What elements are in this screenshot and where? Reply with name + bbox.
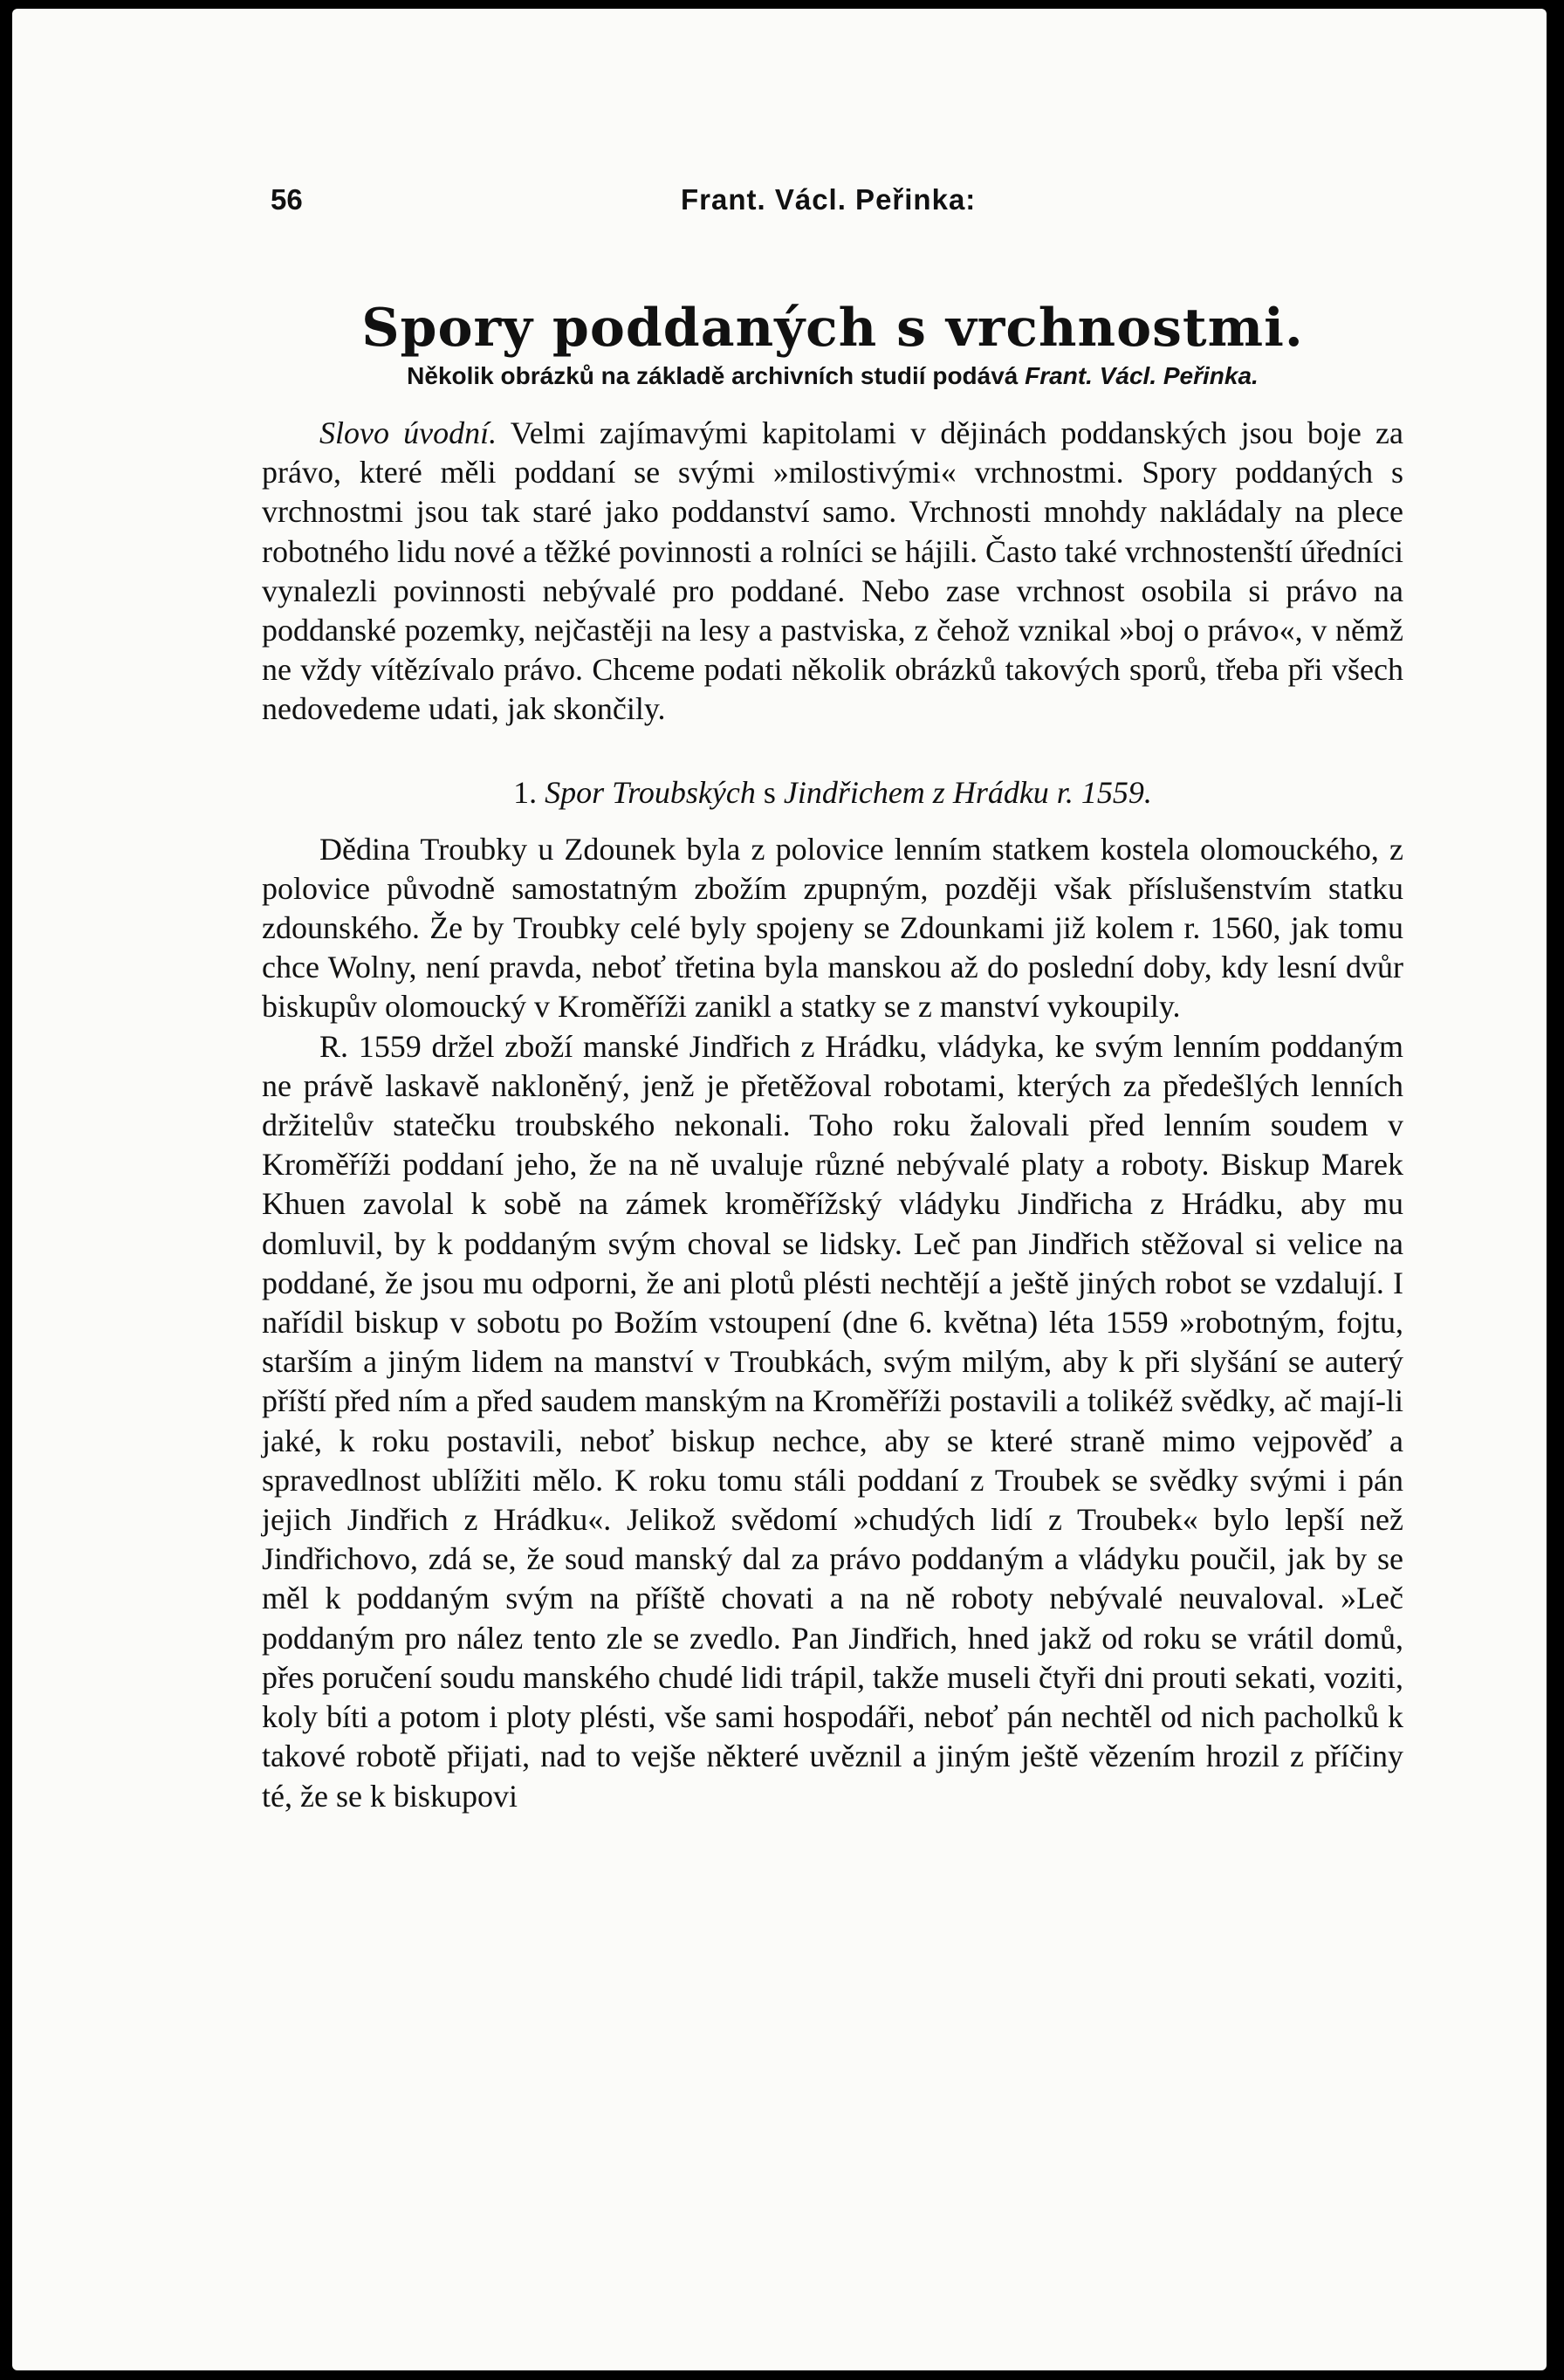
intro-text: Velmi zajímavými kapitolami v dějinách poddanských jsou boje za právo, které měli poddaní se svými »milostivými« vrchnostmi. Spory poddaných s vrchnostmi jsou tak staré jako poddanství samo. Vrchnosti mnohdy nakládaly na plece robotného lidu nové a těžké povinnosti a rolníci se hájili. Často také vrchnostenští úředníci vynalezli povinnosti nebývalé pro poddané. Nebo zase vrchnost osobila si právo na poddanské pozemky, nejčastěji na lesy a pastviska, z čehož vznikal »boj o právo«, v němž ne vždy vítězívalo právo. Chceme podati několik obrázků takových sporů, třeba při všech nedovedeme udati, jak skončily.	[262, 415, 1403, 727]
running-head	[262, 175, 1403, 227]
section-number: 1.	[513, 774, 538, 810]
intro-paragraph	[262, 414, 1403, 730]
section-heading	[262, 773, 1403, 813]
text-block	[262, 175, 1403, 1816]
subtitle-author: Frant. Václ. Peřinka.	[1025, 362, 1259, 389]
running-title: Frant. Václ. Peřinka:	[681, 183, 977, 216]
section-heading-part-b: s	[763, 774, 776, 810]
section-heading-part-c: Jindřichem z Hrádku r. 1559.	[783, 774, 1152, 810]
page-number: 56	[271, 183, 303, 216]
section-heading-part-a: Spor Troubských	[545, 774, 756, 810]
body-paragraph: R. 1559 držel zboží manské Jindřich z Hrádku, vládyka, ke svým lenním poddaným ne právě laskavě nakloněný, jenž je přetěžoval robotami, kterých za předešlých lenních držitelův statečku troubského nekonali. Toho roku žalovali před lenním soudem v Kroměříži poddaní jeho, že na ně uvaluje různé nebývalé platy a roboty. Biskup Marek Khuen zavolal k sobě na zámek kroměřížský vládyku Jindřicha z Hrádku, aby mu domluvil, by k poddaným svým choval se lidsky. Leč pan Jindřich stěžoval si velice na poddané, že jsou mu odporni, že ani plotů plésti nechtějí a ještě jiných robot se vzdalují. I nařídil biskup v sobotu po Božím vstoupení (dne 6. května) léta 1559 »robotným, fojtu, starším a jiným lidem na manství v Troubkách, svým milým, aby k při slyšání se auterý příští před ním a před saudem manským na Kroměříži postavili a tolikéž svědky, ač mají-li jaké, k roku postavili, neboť biskup nechce, aby se které straně mimo vejpověď a spravedlnost ublížiti mělo. K roku tomu stáli poddaní z Troubek se svědky svými i pán jejich Jindřich z Hrádku«. Jelikož svědomí »chudých lidí z Troubek« bylo lepší než Jindřichovo, zdá se, že soud manský dal za právo poddaným a vládyku poučil, jak by se měl k poddaným svým na příště chovati a na ně roboty nebývalé neuvaloval. »Leč poddaným pro nález tento zle se zvedlo. Pan Jindřich, hned jakž od roku se vrátil domů, přes poručení soudu manského chudé lidi trápil, takže museli čtyři dni prouti sekati, voziti, koly bíti a potom i ploty plésti, vše sami hospodáři, neboť pán nechtěl od nich pacholků k takové robotě přijati, nad to vejše některé uvěznil a jiným ještě vězením hrozil z příčiny té, že se k biskupovi	[262, 1028, 1403, 1814]
body-paragraph: Dědina Troubky u Zdounek byla z polovice lenním statkem kostela olomouckého, z polovice původně samostatným zbožím zpupným, později však příslušenstvím statku zdounského. Že by Troubky celé byly spojeny se Zdounkami již kolem r. 1560, jak tomu chce Wolny, není pravda, neboť třetina byla manskou až do poslední doby, kdy lesní dvůr biskupův olomoucký v Kroměříži zanikl a statky se z manství vykoupily.	[262, 831, 1403, 1025]
book-page	[12, 9, 1547, 2370]
intro-lead: Slovo úvodní.	[319, 415, 497, 450]
subtitle-text: Několik obrázků na základě archivních studií podává	[407, 362, 1026, 389]
article-subtitle	[262, 358, 1403, 394]
article-title: Spory poddaných s vrchnostmi.	[361, 298, 1304, 359]
